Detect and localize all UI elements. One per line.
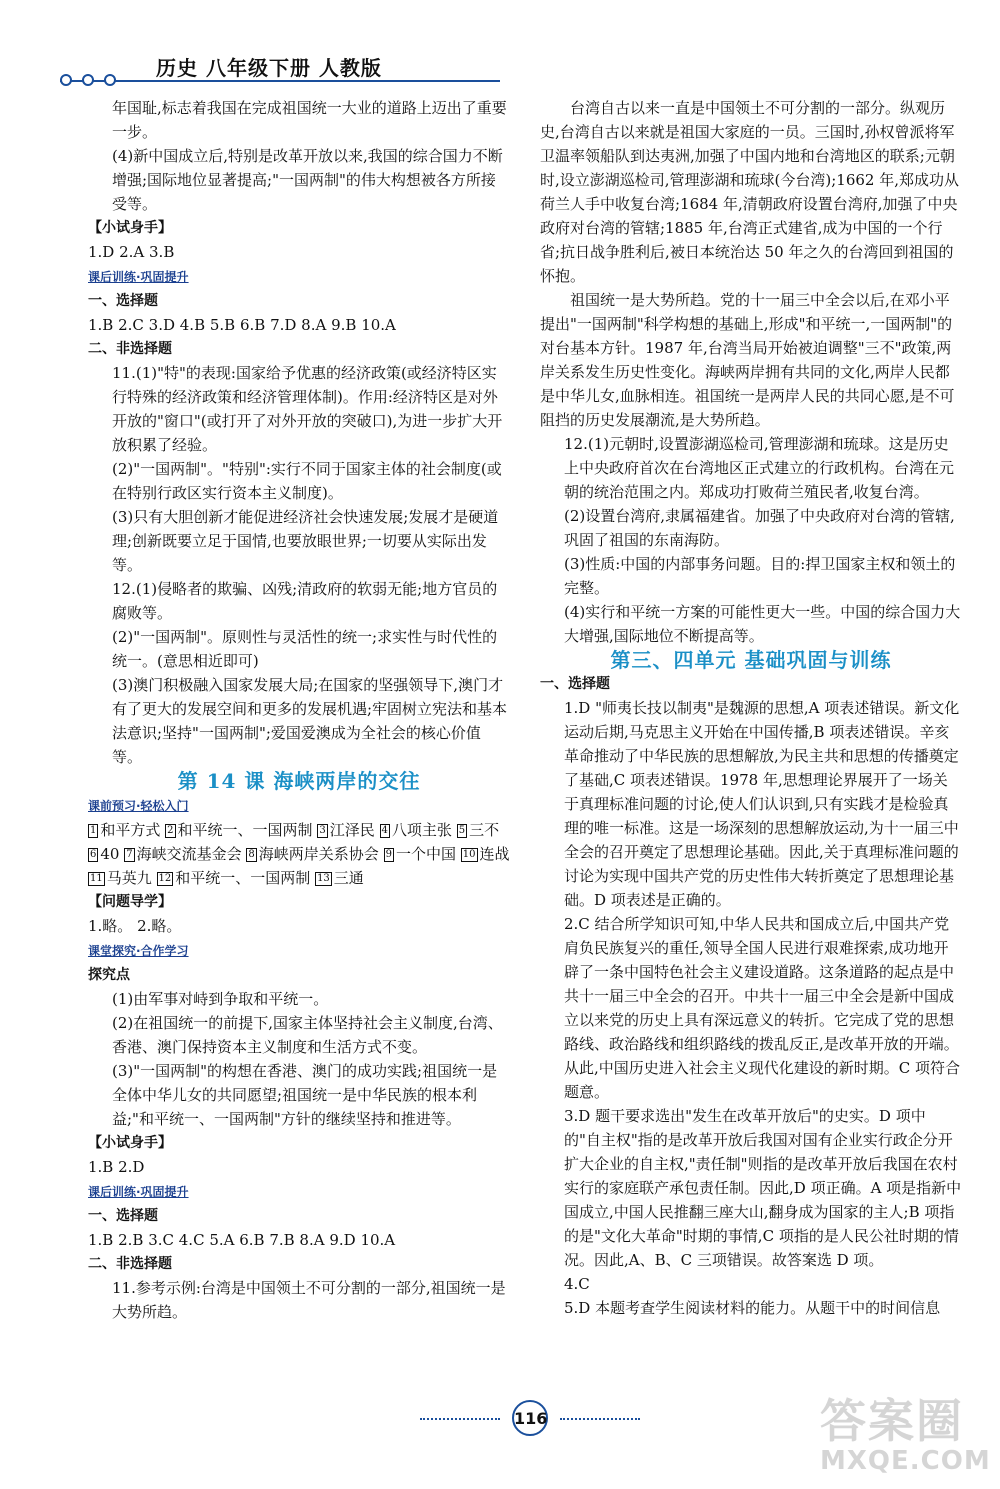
blank-number: 5 <box>458 825 466 836</box>
page-header <box>60 52 500 92</box>
header-ornament-dot <box>104 74 116 86</box>
paragraph: (3)澳门积极融入国家发展大局;在国家的坚强领导下,澳门才有了更大的发展空间和更多的发展机遇;牢固树立宪法和基本法意识;坚持"一国两制";爱国爱澳成为全社会的核心价值等。 <box>112 676 508 766</box>
section-label: 一、选择题 <box>540 676 610 692</box>
paragraph: 12.(1)侵略者的欺骗、凶残;清政府的软弱无能;地方官员的腐败等。 <box>112 580 498 622</box>
right-column <box>540 96 962 1320</box>
paragraph: (2)"一国两制"。"特别":实行不同于国家主体的社会制度(或在特别行政区实行资本主义制度)。 <box>112 460 502 502</box>
section-label: 一、选择题 <box>88 1208 158 1224</box>
blank-text: 一个中国 <box>395 845 456 863</box>
blank-number: 10 <box>462 849 476 860</box>
paragraph: (3)"一国两制"的构想在香港、澳门的成功实践;祖国统一是全体中华儿女的共同愿望;祖国统一是中华民族的根本利益;"和平统一、一国两制"方针的继续坚持和推进等。 <box>112 1062 498 1128</box>
unit-title: 第三、四单元 基础巩固与训练 <box>610 648 892 672</box>
blank-text: 三通 <box>333 869 364 887</box>
blank-number: 8 <box>248 849 255 860</box>
paragraph: (3)性质:中国的内部事务问题。目的:捍卫国家主权和领土的完整。 <box>564 555 956 597</box>
page-number-dots <box>560 1418 640 1422</box>
lesson-title: 第 14 课 海峡两岸的交往 <box>177 769 421 793</box>
paragraph: 5.D 本题考查学生阅读材料的能力。从题干中的时间信息 <box>564 1299 941 1317</box>
page-number-text: 116 <box>512 1400 548 1436</box>
blank-number: 13 <box>317 873 330 884</box>
blank-answers <box>88 818 510 890</box>
blank-number: 9 <box>385 849 392 860</box>
blank-number: 7 <box>126 849 133 860</box>
blank-item <box>315 869 364 887</box>
blank-item <box>384 845 456 863</box>
paragraph: (1)由军事对峙到争取和平统一。 <box>112 990 329 1008</box>
answer-line: 1.B 2.D <box>88 1158 145 1176</box>
answer-line: 1.D 2.A 3.B <box>88 243 175 261</box>
header-rule <box>60 80 500 82</box>
blank-item <box>157 869 311 887</box>
blank-number: 11 <box>90 873 103 884</box>
answer-line: 1.B 2.B 3.C 4.C 5.A 6.B 7.B 8.A 9.D 10.A <box>88 1231 396 1249</box>
header-ornament-dot <box>82 74 94 86</box>
paragraph: 11.(1)"特"的表现:国家给予优惠的经济政策(或经济特区实行特殊的经济政策和经济管理体制)。作用:经济特区是对外开放的"窗口"(或打开了对外开放的突破口),为进一步扩大开放积累了经验。 <box>112 364 503 454</box>
blank-number: 1 <box>90 825 97 836</box>
watermark-text: 答案圈 <box>820 1394 964 1448</box>
blank-number: 12 <box>158 873 172 884</box>
blank-number: 3 <box>319 825 326 836</box>
blank-text: 和平统一、一国两制 <box>177 821 313 839</box>
paragraph: 4.C <box>564 1275 590 1293</box>
paragraph: (3)只有大胆创新才能促进经济社会快速发展;发展才是硬道理;创新既要立足于国情,也要放眼世界;一切要从实际出发等。 <box>112 508 499 574</box>
blank-text: 海峡交流基金会 <box>136 845 242 863</box>
blank-number: 4 <box>381 825 388 836</box>
subsection-label: 课后训练·巩固提升 <box>88 1185 189 1199</box>
blank-item <box>317 821 374 839</box>
section-label: 二、非选择题 <box>88 1256 172 1272</box>
watermark-logo <box>820 1395 990 1485</box>
section-label: 一、选择题 <box>88 293 158 309</box>
blank-text: 和平统一、一国两制 <box>175 869 311 887</box>
section-label: 二、非选择题 <box>88 341 172 357</box>
page-number-dots <box>420 1418 500 1422</box>
blank-text: 三不 <box>469 821 500 839</box>
blank-item <box>165 821 312 839</box>
paragraph: 年国耻,标志着我国在完成祖国统一大业的道路上迈出了重要一步。 <box>112 99 507 141</box>
paragraph: 2.C 结合所学知识可知,中华人民共和国成立后,中国共产党肩负民族复兴的重任,领导全国人民进行艰难探索,成功地开辟了一条中国特色社会主义建设道路。这条道路的起点是中共十一届三中全会的召开。中共十一届三中全会是新中国成立以来党的历史上具有深远意义的转折。它完成了党的思想路线、政治路线和组织路线的拨乱反正,是改革开放的开端。从此,中国历史进入社会主义现代化建设的新时期。C 项符合题意。 <box>564 915 961 1101</box>
blank-item <box>461 845 510 863</box>
paragraph: (4)实行和平统一方案的可能性更大一些。中国的综合国力大大增强,国际地位不断提高等。 <box>564 603 961 645</box>
paragraph: 1.D "师夷长技以制夷"是魏源的思想,A 项表述错误。新文化运动后期,马克思主义开始在中国传播,B 项表述错误。辛亥革命推动了中华民族的思想解放,为民主共和思想的传播奠定了基础,C 项表述错误。1978 年,思想理论界展开了一场关于真理标准问题的讨论,使人们认识到,只有实践才是检验真理的唯一标准。这是一场深刻的思想解放运动,为十一届三中全会的召开奠定了思想理论基础。因此,关于真理标准问题的讨论为实现中国共产党的历史性伟大转折奠定了思想理论基础。D 项表述是正确的。 <box>564 699 960 909</box>
blank-text: 八项主张 <box>391 821 452 839</box>
header-title: 历史 八年级下册 人教版 <box>156 56 382 80</box>
blank-item <box>88 845 119 863</box>
section-label: 【小试身手】 <box>88 220 172 236</box>
subsection-label: 课后训练·巩固提升 <box>88 270 189 284</box>
blank-item <box>88 821 160 839</box>
blank-text: 江泽民 <box>329 821 375 839</box>
section-label: 【小试身手】 <box>88 1135 172 1151</box>
blank-text: 马英九 <box>106 869 152 887</box>
section-label: 【问题导学】 <box>88 894 172 910</box>
paragraph: (2)设置台湾府,隶属福建省。加强了中央政府对台湾的管辖,巩固了祖国的东南海防。 <box>564 507 955 549</box>
left-column <box>88 96 510 1324</box>
paragraph: 台湾自古以来一直是中国领土不可分割的一部分。纵观历史,台湾自古以来就是祖国大家庭的一员。三国时,孙权曾派将军卫温率领船队到达夷洲,加强了中国内地和台湾地区的联系;元朝时,设立澎湖巡检司,管理澎湖和琉球(今台湾);1662 年,郑成功从荷兰人手中收复台湾;1684 年,清朝政府设置台湾府,加强了中央政府对台湾的管辖;1885 年,台湾正式建省,成为中国的一个行省;抗日战争胜利后,被日本统治达 50 年之久的台湾回到祖国的怀抱。 <box>540 99 960 285</box>
blank-number: 2 <box>167 825 174 836</box>
paragraph: 11.参考示例:台湾是中国领土不可分割的一部分,祖国统一是大势所趋。 <box>112 1279 506 1321</box>
blank-item <box>380 821 452 839</box>
paragraph: 12.(1)元朝时,设置澎湖巡检司,管理澎湖和琉球。这是历史上中央政府首次在台湾地区正式建立的行政机构。台湾在元朝的统治范围之内。郑成功打败荷兰殖民者,收复台湾。 <box>564 435 955 501</box>
blank-text: 40 <box>100 845 120 863</box>
blank-text: 海峡两岸关系协会 <box>258 845 379 863</box>
blank-item <box>124 845 241 863</box>
blank-item <box>88 869 152 887</box>
page-number <box>500 1400 560 1436</box>
subsection-label: 课前预习·轻松入门 <box>88 799 189 813</box>
blank-item <box>457 821 499 839</box>
blank-text: 连战 <box>479 845 510 863</box>
watermark-url: MXQE.COM <box>820 1446 991 1476</box>
subsection-label: 课堂探究·合作学习 <box>88 944 189 958</box>
answer-line: 1.略。 2.略。 <box>88 917 182 935</box>
header-ornament-dot <box>60 74 72 86</box>
blank-text: 和平方式 <box>100 821 161 839</box>
paragraph: (4)新中国成立后,特别是改革开放以来,我国的综合国力不断增强;国际地位显著提高;"一国两制"的伟大构想被各方所接受等。 <box>112 147 503 213</box>
blank-number: 6 <box>90 849 97 860</box>
section-label: 探究点 <box>88 967 130 983</box>
blank-item <box>246 845 378 863</box>
answer-line: 1.B 2.C 3.D 4.B 5.B 6.B 7.D 8.A 9.B 10.A <box>88 316 396 334</box>
paragraph: 3.D 题干要求选出"发生在改革开放后"的史实。D 项中的"自主权"指的是改革开放后我国对国有企业实行政企分开扩大企业的自主权,"责任制"则指的是改革开放后我国在农村实行的家庭联产承包责任制。因此,D 项正确。A 项是指新中国成立,中国人民推翻三座大山,翻身成为国家的主人;B 项指的是"文化大革命"时期的事情,C 项指的是人民公社时期的情况。因此,A、B、C 三项错误。故答案选 D 项。 <box>564 1107 962 1269</box>
paragraph: (2)"一国两制"。原则性与灵活性的统一;求实性与时代性的统一。(意思相近即可) <box>112 628 498 670</box>
paragraph: (2)在祖国统一的前提下,国家主体坚持社会主义制度,台湾、香港、澳门保持资本主义制度和生活方式不变。 <box>112 1014 503 1056</box>
paragraph: 祖国统一是大势所趋。党的十一届三中全会以后,在邓小平提出"一国两制"科学构想的基础上,形成"和平统一,一国两制"的对台基本方针。1987 年,台湾当局开始被迫调整"三不"政策,两岸关系发生历史性变化。海峡两岸拥有共同的文化,两岸人民都是中华儿女,血脉相连。祖国统一是两岸人民的共同心愿,是不可阻挡的历史发展潮流,是大势所趋。 <box>540 291 955 429</box>
